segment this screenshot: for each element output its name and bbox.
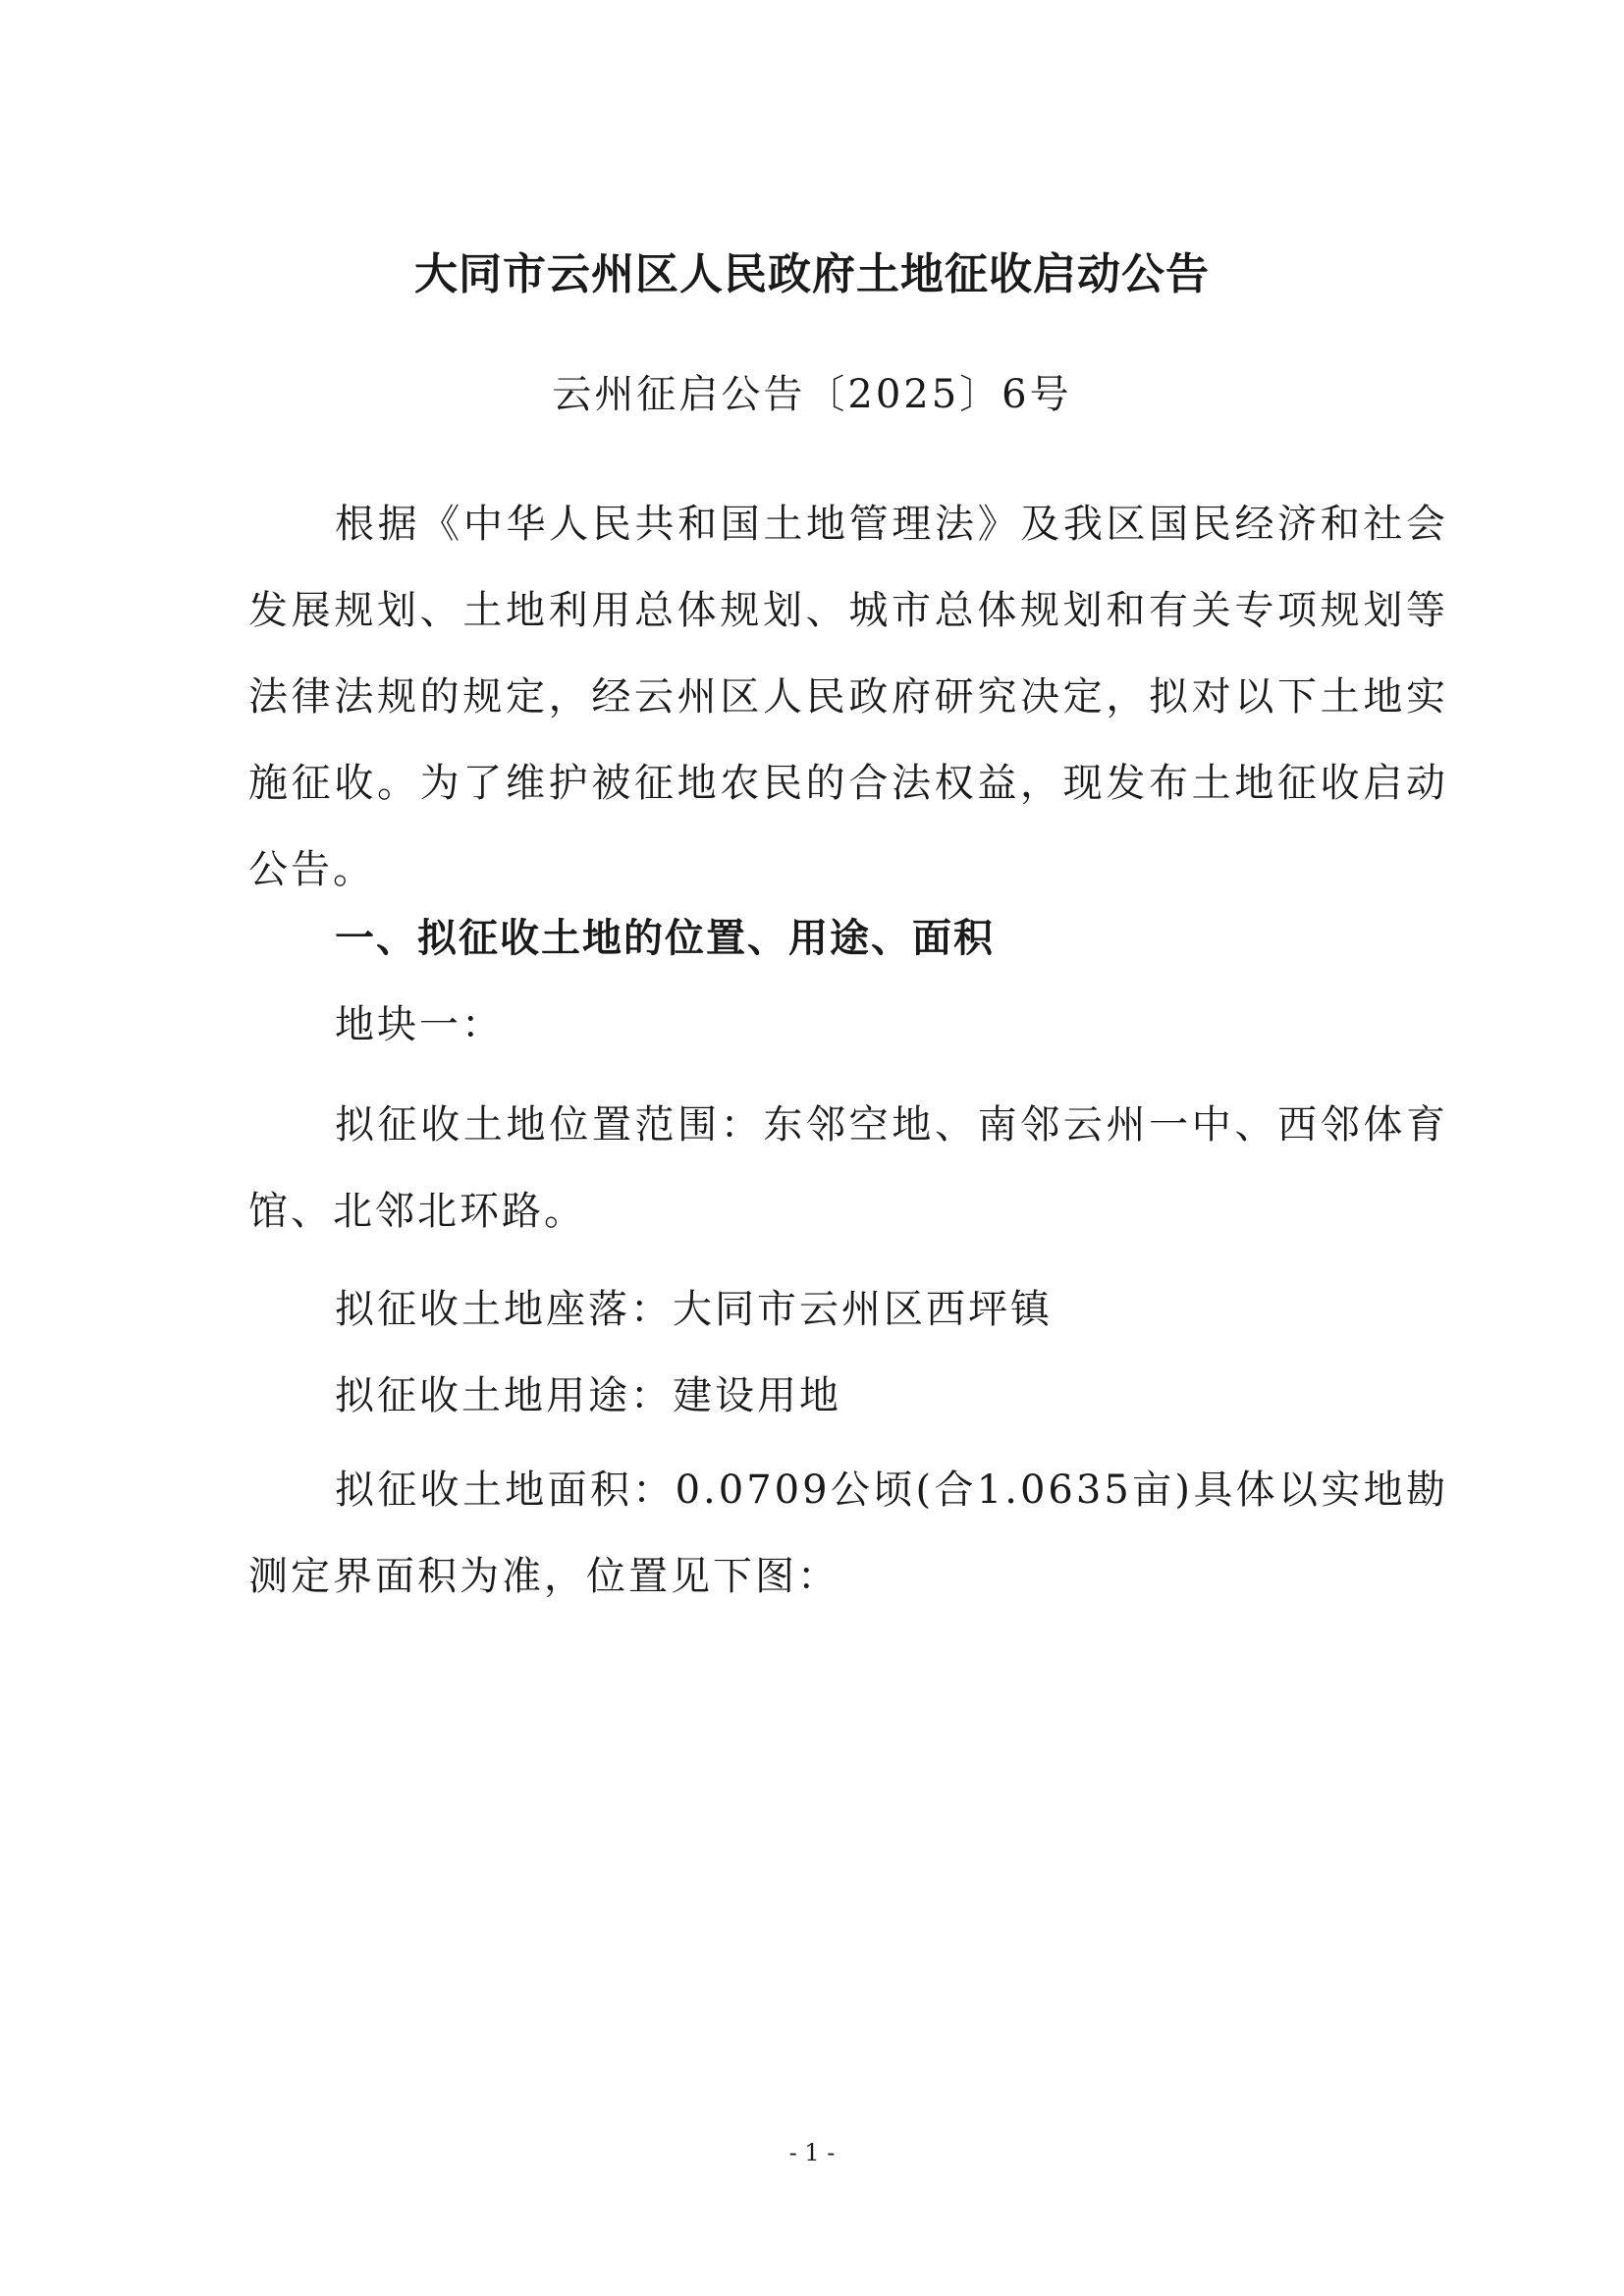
usage-paragraph: 拟征收土地用途：建设用地 [335,1373,841,1418]
scope-paragraph: 拟征收土地位置范围：东邻空地、南邻云州一中、西邻体育馆、北邻北环路。 [248,1102,1448,1234]
section-1-heading: 一、拟征收土地的位置、用途、面积 [335,916,995,961]
location-paragraph: 拟征收土地座落：大同市云州区西坪镇 [335,1287,1053,1332]
plot-label: 地块一： [335,1002,504,1047]
page-number: - 1 - [788,2139,836,2166]
document-number: 云州征启公告〔2025〕6号 [552,372,1072,417]
area-paragraph: 拟征收土地面积：0.0709公顷(合1.0635亩)具体以实地勘测定界面积为准，位置见下图： [248,1468,1448,1599]
intro-paragraph: 根据《中华人民共和国土地管理法》及我区国民经济和社会发展规划、土地利用总体规划、城市总体规划和有关专项规划等法律法规的规定，经云州区人民政府研究决定，拟对以下土地实施征收。为了维护被征地农民的合法权益，现发布土地征收启动公告。 [248,502,1448,892]
document-title: 大同市云州区人民政府土地征收启动公告 [414,249,1210,299]
